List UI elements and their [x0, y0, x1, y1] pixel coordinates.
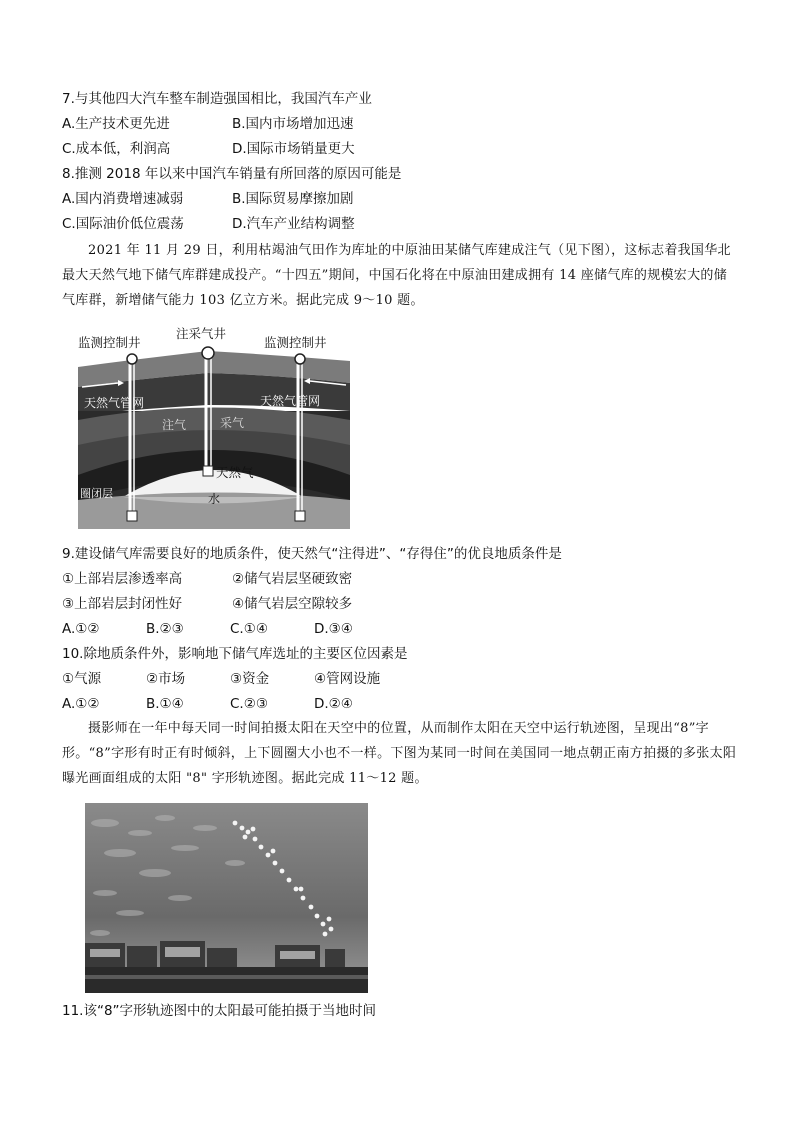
q8-option-d: D.汽车产业结构调整 [232, 216, 355, 232]
label-extract: 采气 [220, 416, 245, 430]
q9-option-b: B.②③ [146, 621, 184, 637]
q7-option-d: D.国际市场销量更大 [232, 141, 355, 157]
passage-analemma: 摄影师在一年中每天同一时间拍摄太阳在天空中的位置，从而制作太阳在天空中运行轨迹图，呈现出“8”字形。“8”字形有时正有时倾斜，上下圆圈大小也不一样。下图为某同一时间在美国同一地点朝正南方拍摄的多张太阳曝光画面组成的太阳 "8" 字形轨迹图。据此完成 11～12 题。 [62, 721, 737, 786]
q11-stem: 11.该“8”字形轨迹图中的太阳最可能拍摄于当地时间 [62, 1003, 377, 1019]
label-water: 水 [208, 492, 221, 506]
q10-option-d: D.②④ [314, 696, 353, 712]
q9-statement-2: ②储气岩层坚硬致密 [232, 571, 353, 587]
q10-option-b: B.①④ [146, 696, 184, 712]
q9-statement-1: ①上部岩层渗透率高 [62, 571, 183, 587]
q10-statement-1: ①气源 [62, 671, 102, 687]
q8-option-c: C.国际油价低位震荡 [62, 216, 184, 232]
q9-statement-3: ③上部岩层封闭性好 [62, 596, 183, 612]
label-inject: 注气 [162, 418, 187, 432]
q8-option-b: B.国际贸易摩擦加剧 [232, 191, 354, 207]
q9-option-c: C.①④ [230, 621, 268, 637]
q9-option-d: D.③④ [314, 621, 353, 637]
q10-stem: 10.除地质条件外，影响地下储气库选址的主要区位因素是 [62, 646, 408, 662]
label-cap-layer: 圈闭层 [80, 487, 113, 500]
q7-option-b: B.国内市场增加迅速 [232, 116, 354, 132]
label-center-well: 注采气井 [176, 326, 227, 341]
analemma-photo [85, 803, 368, 993]
label-gas: 天然气 [216, 465, 254, 480]
q7-option-a: A.生产技术更先进 [62, 116, 170, 132]
gas-storage-diagram [78, 325, 350, 529]
label-pipe-right: 天然气管网 [260, 394, 321, 408]
q9-option-a: A.①② [62, 621, 100, 637]
q10-statement-2: ②市场 [146, 671, 186, 687]
q10-statement-4: ④管网设施 [314, 671, 381, 687]
label-right-well: 监测控制井 [264, 335, 327, 350]
q9-statement-4: ④储气岩层空隙较多 [232, 596, 353, 612]
label-pipe-left: 天然气管网 [84, 396, 145, 410]
q7-stem: 7.与其他四大汽车整车制造强国相比，我国汽车产业 [62, 91, 372, 107]
q9-stem: 9.建设储气库需要良好的地质条件，使天然气“注得进”、“存得住”的优良地质条件是 [62, 546, 562, 562]
q10-statement-3: ③资金 [230, 671, 270, 687]
q8-option-a: A.国内消费增速减弱 [62, 191, 184, 207]
passage-gas-storage: 2021 年 11 月 29 日，利用枯竭油气田作为库址的中原油田某储气库建成注气（见下图），这标志着我国华北最大天然气地下储气库群建成投产。“十四五”期间，中国石化将在中原油田建成拥有 14 座储气库的规模宏大的储气库群，新增储气能力 103 亿立方米。据此完成 9～10 题。 [62, 243, 731, 308]
q7-option-c: C.成本低，利润高 [62, 141, 171, 157]
q10-option-c: C.②③ [230, 696, 268, 712]
q10-option-a: A.①② [62, 696, 100, 712]
label-left-well: 监测控制井 [78, 335, 141, 350]
q8-stem: 8.推测 2018 年以来中国汽车销量有所回落的原因可能是 [62, 166, 402, 182]
